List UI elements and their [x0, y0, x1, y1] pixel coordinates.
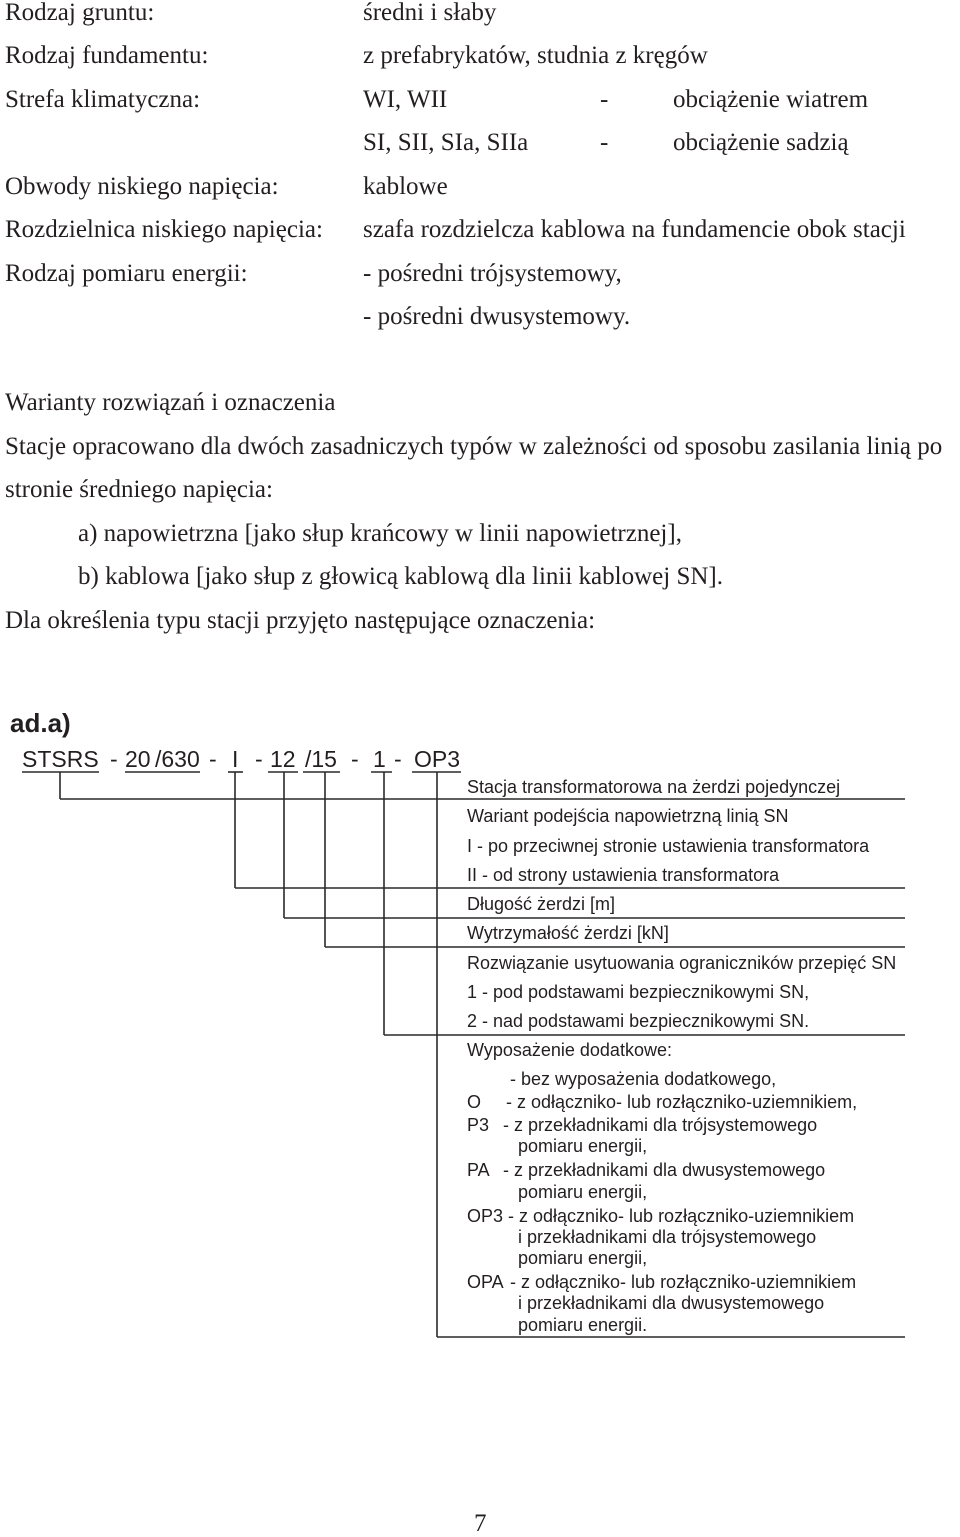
code-separator: - — [209, 746, 217, 772]
legend-approach-option: II - od strony ustawienia transformatora — [467, 865, 780, 885]
param-dash-ice: - — [600, 129, 609, 156]
equipment-option-text: pomiaru energii. — [518, 1315, 648, 1335]
closing-line: Dla określenia typu stacji przyjęto następujące oznaczenia: — [5, 607, 596, 634]
param-label-climate-zone: Strefa klimatyczna: — [5, 86, 201, 113]
legend-station-type: Stacja transformatorowa na żerdzi pojedynczej — [467, 777, 841, 797]
type-item-cable: b) kablowa [jako słup z głowicą kablową dla linii kablowej SN]. — [78, 563, 723, 590]
equipment-code: O — [467, 1092, 482, 1112]
code-separator: - — [351, 746, 359, 772]
code-part-arrester: 1 — [373, 746, 386, 772]
section-heading: Warianty rozwiązań i oznaczenia — [5, 389, 336, 416]
code-part-approach-variant: I — [232, 746, 239, 772]
param-label-foundation-type: Rodzaj fundamentu: — [5, 42, 209, 69]
intro-line-1: Stacje opracowano dla dwóch zasadniczych typów w zależności od sposobu zasilania linią po — [5, 433, 943, 460]
equipment-code: P3 — [467, 1115, 490, 1135]
legend-approach-option: I - po przeciwnej stronie ustawienia transformatora — [467, 836, 870, 856]
param-note-wind-load: obciążenie wiatrem — [673, 86, 869, 113]
equipment-option-text: i przekładnikami dla trójsystemowego — [518, 1227, 817, 1247]
equipment-option-text: - z przekładnikami dla trójsystemowego — [503, 1115, 818, 1135]
legend-arrester-option: 2 - nad podstawami bezpiecznikowymi SN. — [467, 1011, 810, 1031]
legend-approach-heading: Wariant podejścia napowietrzną linią SN — [467, 806, 789, 826]
equipment-option-text: - z odłączniko- lub rozłączniko-uziemnikiem, — [506, 1092, 858, 1112]
equipment-code: PA — [467, 1160, 490, 1180]
param-label-soil-type: Rodzaj gruntu: — [5, 0, 155, 26]
equipment-option-text: pomiaru energii, — [518, 1136, 648, 1156]
page-number: 7 — [474, 1510, 487, 1537]
param-value-metering-2sys: - pośredni dwusystemowy. — [363, 303, 631, 330]
param-value-soil-type: średni i słaby — [363, 0, 497, 26]
equipment-option-text: i przekładnikami dla dwusystemowego — [518, 1293, 825, 1313]
code-part-power: /630 — [155, 746, 200, 772]
type-item-overhead: a) napowietrzna [jako słup krańcowy w linii napowietrznej], — [78, 520, 682, 547]
legend-pole-strength: Wytrzymałość żerdzi [kN] — [467, 923, 669, 943]
equipment-option-text: pomiaru energii, — [518, 1182, 648, 1202]
legend-arrester-heading: Rozwiązanie usytuowania ograniczników przepięć SN — [467, 953, 897, 973]
equipment-code: OPA — [467, 1272, 504, 1292]
code-part-voltage: 20 — [125, 746, 151, 772]
equipment-code: OP3 — [467, 1206, 504, 1226]
equipment-option-text: - z przekładnikami dla dwusystemowego — [503, 1160, 826, 1180]
equipment-option-none: - bez wyposażenia dodatkowego, — [510, 1069, 777, 1089]
code-separator: - — [255, 746, 263, 772]
param-dash-wind: - — [600, 86, 609, 113]
param-value-foundation-type: z prefabrykatów, studnia z kręgów — [363, 42, 708, 69]
diagram-title: ad.a) — [10, 708, 71, 738]
code-part-pole-length: 12 — [270, 746, 296, 772]
intro-line-2: stronie średniego napięcia: — [5, 476, 273, 503]
equipment-option-text: pomiaru energii, — [518, 1248, 648, 1268]
param-value-wind-zones: WI, WII — [363, 86, 448, 113]
equipment-option-text: - z odłączniko- lub rozłączniko-uziemnikiem — [510, 1272, 857, 1292]
legend-arrester-option: 1 - pod podstawami bezpiecznikowymi SN, — [467, 982, 810, 1002]
code-part-equipment: OP3 — [414, 746, 461, 772]
code-part-pole-strength: /15 — [305, 746, 337, 772]
param-label-lv-switchgear: Rozdzielnica niskiego napięcia: — [5, 216, 323, 243]
param-value-ice-zones: SI, SII, SIa, SIIa — [363, 129, 529, 156]
param-label-metering: Rodzaj pomiaru energii: — [5, 260, 248, 287]
code-separator: - — [110, 746, 118, 772]
legend-pole-length: Długość żerdzi [m] — [467, 894, 616, 914]
code-separator: - — [394, 746, 402, 772]
param-note-ice-load: obciążenie sadzią — [673, 129, 849, 156]
param-value-metering-3sys: - pośredni trójsystemowy, — [363, 260, 622, 287]
param-value-lv-circuits: kablowe — [363, 173, 448, 200]
param-value-lv-switchgear: szafa rozdzielcza kablowa na fundamencie obok stacji — [363, 216, 906, 243]
equipment-option-text: - z odłączniko- lub rozłączniko-uziemnikiem — [508, 1206, 855, 1226]
param-label-lv-circuits: Obwody niskiego napięcia: — [5, 173, 279, 200]
code-part-station: STSRS — [22, 746, 99, 772]
legend-equipment-heading: Wyposażenie dodatkowe: — [467, 1040, 672, 1060]
